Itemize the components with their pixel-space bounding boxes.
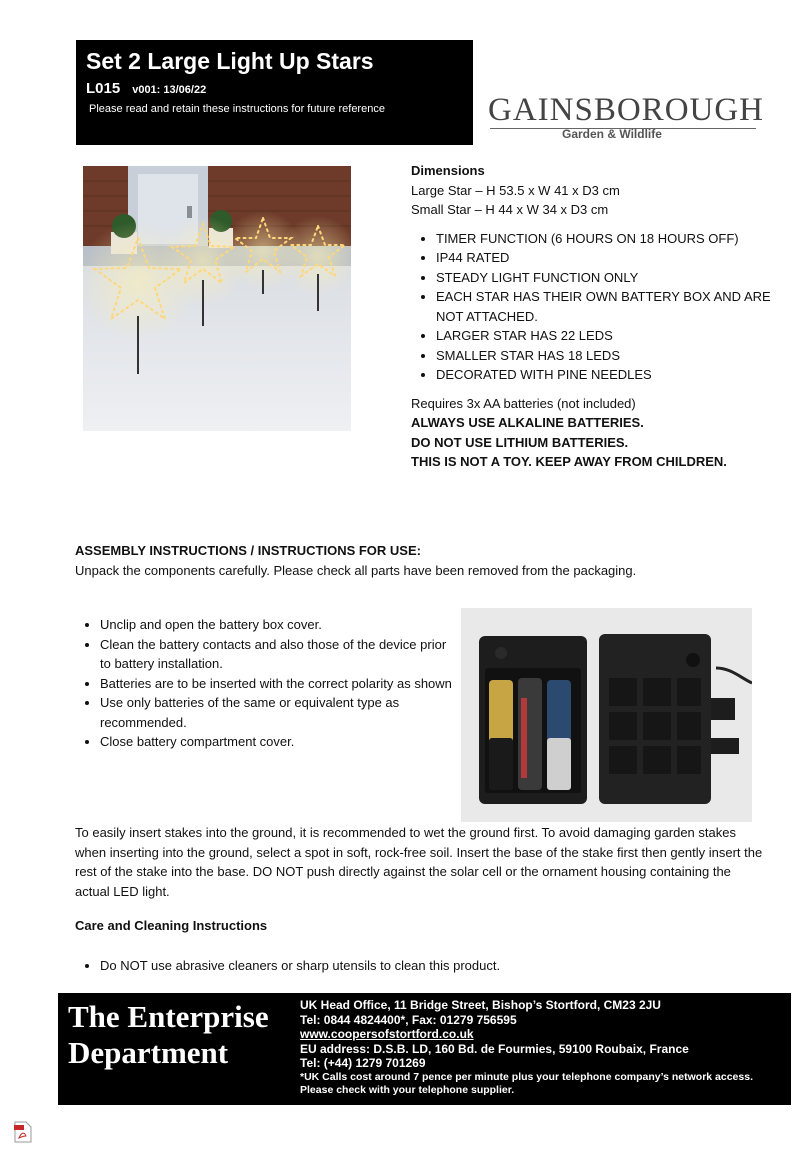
title-banner (76, 40, 473, 145)
assembly-steps (75, 615, 455, 752)
pdf-icon (14, 1121, 32, 1143)
warning-line: ALWAYS USE ALKALINE BATTERIES. (411, 415, 644, 430)
eu-telephone: Tel: (+44) 1279 701269 (300, 1056, 426, 1070)
gainsborough-logo (488, 92, 765, 144)
battery-requirement: Requires 3x AA batteries (not included) (411, 395, 636, 411)
retain-note: Please read and retain these instructions for future reference (89, 103, 385, 115)
stake-instructions: To easily insert stakes into the ground, it is recommended to wet the ground first. To avoid damaging garden stakes when inserting into the ground, select a spot in soft, rock-free soil. Insert the base of the stake first then gently insert the rest of the stake into the base. DO NOT push directly against the solar cell or the ornament housing containing the actual LED light. (75, 825, 763, 899)
product-photo (83, 166, 351, 431)
list-item: • DECORATED WITH PINE NEEDLES (436, 365, 771, 385)
warning-line: DO NOT USE LITHIUM BATTERIES. (411, 434, 629, 450)
call-cost-note: *UK Calls cost around 7 pence per minute plus your telephone company’s network access. (300, 1070, 753, 1083)
department-line: Department (68, 1035, 229, 1070)
list-item: • EACH STAR HAS THEIR OWN BATTERY BOX AND ARE NOT ATTACHED. (436, 287, 771, 326)
list-item: • Batteries are to be inserted with the correct polarity as shown (100, 674, 455, 694)
care-list (75, 956, 765, 976)
assembly-heading: ASSEMBLY INSTRUCTIONS / INSTRUCTIONS FOR USE: (75, 543, 421, 558)
call-cost-note: Please check with your telephone supplier. (300, 1083, 515, 1096)
tel-fax: Tel: 0844 4824400*, Fax: 01279 756595 (300, 1012, 517, 1027)
assembly-section (75, 541, 765, 580)
department-name (68, 999, 288, 1071)
list-item: • Do NOT use abrasive cleaners or sharp utensils to clean this product. (100, 956, 765, 976)
feature-list (411, 229, 771, 385)
specifications (411, 161, 771, 472)
footer-banner (58, 993, 791, 1105)
logo-brand: GAINSBOROUGH (488, 92, 765, 128)
large-star-dimensions: Large Star – H 53.5 x W 41 x D3 cm (411, 182, 620, 198)
list-item: • STEADY LIGHT FUNCTION ONLY (436, 268, 771, 288)
logo-tagline: Garden & Wildlife (562, 127, 662, 141)
list-item: • Unclip and open the battery box cover. (100, 615, 455, 635)
dimensions-heading: Dimensions (411, 163, 485, 178)
list-item: • IP44 RATED (436, 248, 771, 268)
eu-address: EU address: D.S.B. LD, 160 Bd. de Fourmies, 59100 Roubaix, France (300, 1041, 689, 1056)
list-item: • TIMER FUNCTION (6 HOURS ON 18 HOURS OFF) (436, 229, 771, 249)
list-item: • Clean the battery contacts and also those of the device prior to battery installation. (100, 635, 455, 674)
head-office-address: UK Head Office, 11 Bridge Street, Bishop’s Stortford, CM23 2JU (300, 998, 661, 1012)
department-line: The Enterprise (68, 999, 269, 1034)
product-title: Set 2 Large Light Up Stars (86, 48, 374, 74)
list-item: • LARGER STAR HAS 22 LEDS (436, 326, 771, 346)
care-heading: Care and Cleaning Instructions (75, 918, 268, 933)
product-code: L015 (86, 80, 121, 97)
warning-line: THIS IS NOT A TOY. KEEP AWAY FROM CHILDREN. (411, 454, 727, 469)
list-item: • Use only batteries of the same or equivalent type as recommended. (100, 693, 455, 732)
list-item: • SMALLER STAR HAS 18 LEDS (436, 346, 771, 366)
website-link[interactable]: www.coopersofstortford.co.uk (300, 1027, 474, 1041)
list-item: • Close battery compartment cover. (100, 732, 455, 752)
battery-box-photo (461, 608, 752, 822)
contact-info (300, 998, 753, 1097)
version-date: v001: 13/06/22 (132, 84, 207, 96)
product-code-line (86, 80, 206, 97)
assembly-intro: Unpack the components carefully. Please check all parts have been removed from the packaging. (75, 562, 637, 578)
small-star-dimensions: Small Star – H 44 x W 34 x D3 cm (411, 202, 609, 217)
